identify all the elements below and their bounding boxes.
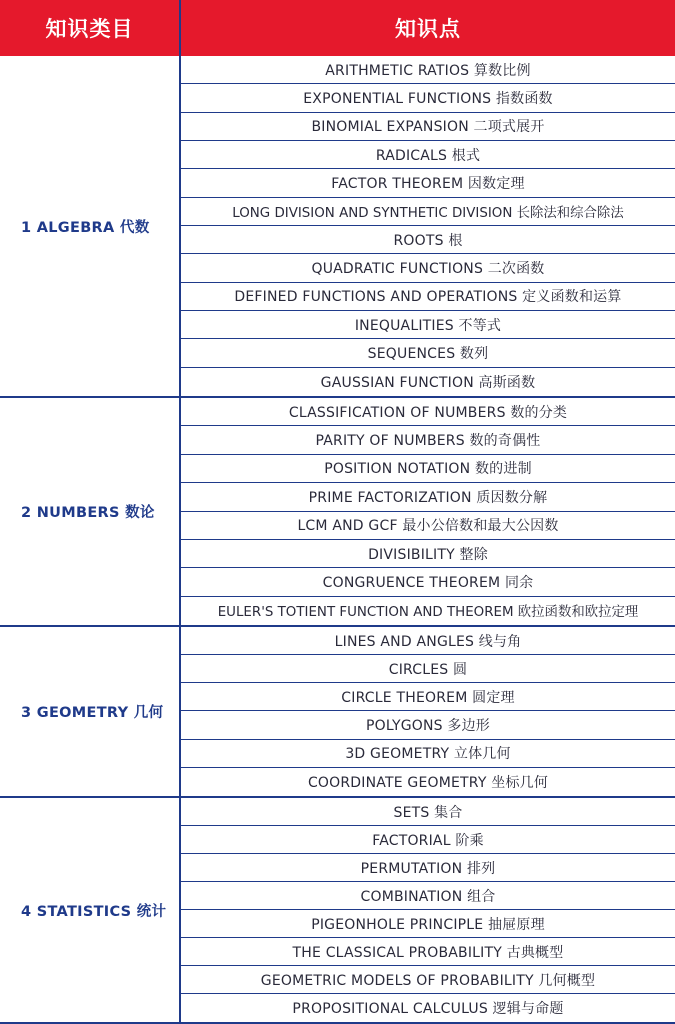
knowledge-point-item: PERMUTATION 排列: [181, 854, 675, 882]
knowledge-point-item: ROOTS 根: [181, 226, 675, 254]
knowledge-point-item: EXPONENTIAL FUNCTIONS 指数函数: [181, 84, 675, 112]
knowledge-point-item: GAUSSIAN FUNCTION 高斯函数: [320, 374, 536, 391]
knowledge-point-item: PARITY OF NUMBERS 数的奇偶性: [181, 426, 675, 454]
knowledge-point-item: CONGRUENCE THEOREM 同余: [181, 568, 675, 596]
knowledge-points-list: [181, 56, 675, 396]
knowledge-point-item: SEQUENCES 数列: [181, 339, 675, 367]
category-column-header: 知识类目: [0, 0, 181, 56]
knowledge-point-item: BINOMIAL EXPANSION 二项式展开: [181, 113, 675, 141]
table-header: [0, 0, 675, 56]
knowledge-point-item: POSITION NOTATION 数的进制: [181, 455, 675, 483]
knowledge-point-item: DEFINED FUNCTIONS AND OPERATIONS 定义函数和运算: [181, 283, 675, 311]
category-section: [0, 798, 675, 1024]
table-body: [0, 56, 675, 1024]
knowledge-point-item: 3D GEOMETRY 立体几何: [181, 740, 675, 768]
knowledge-point-item: EULER'S TOTIENT FUNCTION AND THEOREM 欧拉函数和欧拉定理: [217, 605, 639, 621]
knowledge-point-item: PIGEONHOLE PRINCIPLE 抽屉原理: [181, 910, 675, 938]
knowledge-point-item: PRIME FACTORIZATION 质因数分解: [181, 483, 675, 511]
knowledge-point-item: DIVISIBILITY 整除: [181, 540, 675, 568]
category-label: 1 ALGEBRA 代数: [0, 56, 181, 396]
knowledge-point-item: QUADRATIC FUNCTIONS 二次函数: [181, 254, 675, 282]
knowledge-points-list: [181, 798, 675, 1022]
category-label: 3 GEOMETRY 几何: [0, 627, 181, 796]
category-section: [0, 56, 675, 398]
category-section: [0, 627, 675, 798]
knowledge-point-item: RADICALS 根式: [181, 141, 675, 169]
knowledge-point-item: LINES AND ANGLES 线与角: [181, 627, 675, 655]
knowledge-point-item: INEQUALITIES 不等式: [181, 311, 675, 339]
category-section: [0, 398, 675, 627]
category-label: 2 NUMBERS 数论: [0, 398, 181, 625]
knowledge-point-item: SETS 集合: [181, 798, 675, 826]
knowledge-point-item: PROPOSITIONAL CALCULUS 逻辑与命题: [292, 1001, 564, 1017]
knowledge-point-item: FACTORIAL 阶乘: [181, 826, 675, 854]
knowledge-point-item: GEOMETRIC MODELS OF PROBABILITY 几何概型: [181, 966, 675, 994]
knowledge-point-item: POLYGONS 多边形: [181, 711, 675, 739]
points-column-header: 知识点: [395, 17, 461, 41]
knowledge-point-item: CIRCLE THEOREM 圆定理: [181, 683, 675, 711]
knowledge-points-list: [181, 627, 675, 796]
knowledge-point-item: COORDINATE GEOMETRY 坐标几何: [307, 774, 549, 791]
knowledge-point-item: LCM AND GCF 最小公倍数和最大公因数: [181, 512, 675, 540]
knowledge-point-item: LONG DIVISION AND SYNTHETIC DIVISION 长除法和综合除法: [181, 198, 675, 226]
knowledge-point-item: CIRCLES 圆: [181, 655, 675, 683]
knowledge-points-list: [181, 398, 675, 625]
knowledge-point-item: COMBINATION 组合: [181, 882, 675, 910]
knowledge-point-item: CLASSIFICATION OF NUMBERS 数的分类: [181, 398, 675, 426]
knowledge-point-item: FACTOR THEOREM 因数定理: [181, 169, 675, 197]
knowledge-point-item: ARITHMETIC RATIOS 算数比例: [181, 56, 675, 84]
category-label: 4 STATISTICS 统计: [0, 798, 181, 1022]
knowledge-point-item: THE CLASSICAL PROBABILITY 古典概型: [181, 938, 675, 966]
